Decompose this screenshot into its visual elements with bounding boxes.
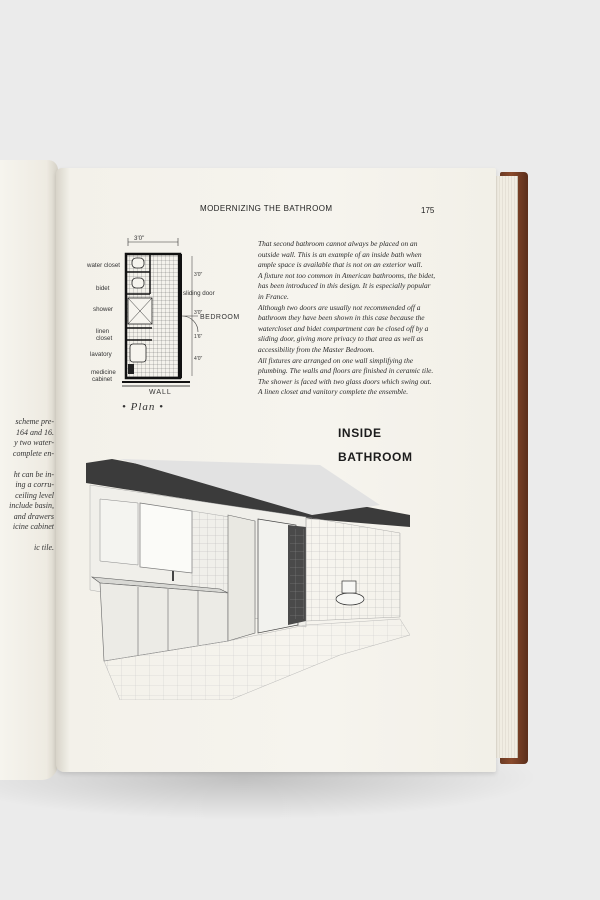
- label-shower: shower: [93, 306, 113, 313]
- left-line: y two water-: [14, 438, 54, 447]
- left-line: ing a corru-: [15, 480, 54, 489]
- label-cabinet: cabinet: [92, 376, 112, 383]
- left-line: 164 and 16.: [16, 427, 54, 437]
- paragraph: Although two doors are usually not recommended off a bathroom they have been shown in this case because the watercloset and bidet compartment can be closed off by a sliding door, giving more privacy to that area as well as accessibility from the Master Bedroom.: [258, 302, 429, 354]
- dim-label: 3'0": [194, 272, 203, 278]
- heading-inside: INSIDE: [338, 426, 382, 440]
- left-page-text: [0, 417, 58, 554]
- heading-bathroom: BATHROOM: [338, 450, 413, 464]
- plan-caption: • Plan •: [122, 401, 164, 413]
- left-line: ht can be in-: [13, 469, 54, 479]
- lavatory-fixture: [130, 344, 146, 362]
- body-text: [258, 239, 436, 398]
- paragraph: That second bathroom cannot always be placed on an outside wall. This is an example of an inside bath when ample space is available that is not on an exterior wall.: [258, 239, 423, 270]
- mirror: [140, 503, 192, 573]
- label-wall: WALL: [149, 389, 172, 396]
- partition-wall: [178, 254, 182, 378]
- left-line: ic tile.: [34, 543, 54, 552]
- water-closet-fixture: [132, 258, 144, 268]
- dimension-top-label: 3'0": [134, 235, 145, 242]
- label-sliding-door: sliding door: [183, 290, 215, 297]
- left-line: include basin,: [9, 501, 54, 510]
- label-closet: closet: [96, 335, 113, 342]
- linen-closet: [228, 515, 255, 641]
- left-line: icine cabinet: [12, 522, 54, 531]
- running-head: MODERNIZING THE BATHROOM: [200, 204, 333, 213]
- left-line: [0, 459, 54, 470]
- page-number: 175: [421, 206, 435, 215]
- label-linen: linen: [96, 328, 110, 335]
- left-line: ceiling level: [15, 490, 54, 500]
- dim-label: 3'0": [194, 310, 203, 316]
- left-line: scheme pre-: [15, 417, 54, 426]
- paragraph: A fixture not too common in American bathrooms, the bidet, has been introduced in this design. It is especially popular in France.: [258, 270, 436, 301]
- door-swing: [182, 316, 198, 332]
- dim-label: 1'6": [194, 334, 203, 340]
- left-line: complete en-: [12, 448, 54, 458]
- water-closet-room: [306, 517, 400, 621]
- bathroom-illustration: [80, 455, 410, 700]
- bidet-fixture: [132, 278, 144, 288]
- left-line: [0, 533, 54, 544]
- medicine-cabinet: [128, 364, 134, 374]
- left-line: and drawers: [13, 511, 54, 521]
- label-water-closet: water closet: [87, 262, 121, 269]
- label-bidet: bidet: [96, 285, 110, 292]
- label-medicine: medicine: [91, 369, 116, 376]
- toilet: [336, 593, 364, 605]
- label-lavatory: lavatory: [90, 351, 112, 358]
- dim-label: 4'0": [194, 356, 203, 362]
- paragraph: All fixtures are arranged on one wall simplifying the plumbing. The walls and floors are finished in ceramic tile. The shower is faced with two glass doors which swing out. A linen closet and vanitory complete the ensemble.: [258, 355, 434, 397]
- label-bedroom: BEDROOM: [200, 314, 240, 321]
- mirror-left: [100, 499, 138, 565]
- faucet: [172, 571, 174, 581]
